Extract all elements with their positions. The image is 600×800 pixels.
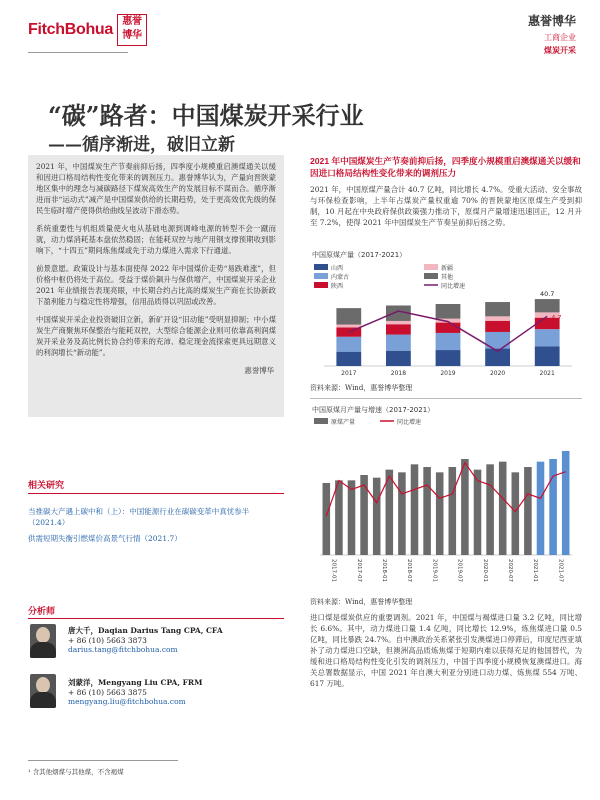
chart1-legend-label: 新疆 xyxy=(441,265,454,272)
chart2-bar xyxy=(549,459,557,555)
chart1-bar-其他 xyxy=(336,308,361,324)
analyst-name: 刘蒙洋，Mengyang Liu CPA, FRM xyxy=(68,678,203,687)
related-heading: 相关研究 xyxy=(28,480,65,490)
chart1-source: 资料来源：Wind，惠誉博华整理 xyxy=(310,384,413,392)
analyst-email[interactable]: mengyang.liu@fitchbohua.com xyxy=(68,697,186,706)
analyst-2 xyxy=(68,677,288,706)
chart2-bar xyxy=(461,459,469,555)
chart2-bar xyxy=(423,467,431,555)
analyst-phone: + 86 (10) 5663 3873 xyxy=(68,636,147,645)
chart2-bar xyxy=(436,472,444,555)
summary-paragraph-3: 前景意愿。政策设计与基本面使得 2022 年中国煤价走势“易跌难涨”，但价格中枢仍将处于高位。受益于煤价飙升与保供增产，中国煤炭开采企业 2021 年业绩报告表现亮眼，中长期合约占比高的煤炭生产商在长协新政下盈利能力与稳定性将增强，信用品质得以巩固或改善。 xyxy=(36,264,276,306)
chart1-x-tick: 2019 xyxy=(440,370,456,377)
brand-name: 惠誉博华 xyxy=(527,14,576,28)
summary-paragraph-1: 2021 年，中国煤炭生产节奏前抑后扬，四季度小规模重启澳煤通关以缓和因进口格局结构性变化带来的调剂压力。惠誉博华认为，产量向晋陕蒙地区集中的理念与减碳路径下煤炭高效生产的发展目标不谋而合。循序渐进而非“运动式”减产是中国煤炭供给的长期趋势，处于更高效优先级的保民生临时增产使得供给曲线呈波动下滑态势。 xyxy=(36,162,276,215)
chart2-bar xyxy=(348,480,356,555)
summary-box xyxy=(28,155,284,417)
chart1-bar-新疆 xyxy=(386,321,411,324)
analyst-email[interactable]: darius.tang@fitchbohua.com xyxy=(68,645,178,654)
chart1-bar-其他 xyxy=(485,302,510,316)
chart1-bar-新疆 xyxy=(485,316,510,320)
chart2-bar xyxy=(449,467,457,555)
chart2-x-tick: 2018-07 xyxy=(406,559,413,582)
chart1-bar-陕西 xyxy=(436,323,461,333)
chart1-legend-label: 山西 xyxy=(331,265,344,272)
chart1-data-label: 4.7 xyxy=(551,313,562,322)
chart1-bar-陕西 xyxy=(485,321,510,332)
summary-paragraph-4: 中国煤炭开采企业投资破旧立新，新矿开设“旧动能”受明显抑制；中小煤炭生产商聚焦环保整治与能耗双控，大型综合能源企业则可依靠高利润煤炭开采业务及高比例长协合约带来的充沛、稳定现金流探索更具远期意义的利润增长“新动能”。 xyxy=(36,315,276,357)
chart2-x-tick: 2019-07 xyxy=(456,559,463,582)
chart2-source: 资料来源：Wind，惠誉博华整理 xyxy=(310,598,413,606)
chart2-title: 中国原煤月产量与增速（2017-2021） xyxy=(312,406,435,414)
chart1-title: 中国原煤产量（2017-2021） xyxy=(312,251,407,259)
logo-text: FitchBohua xyxy=(28,21,113,39)
chart1-legend-label: 陕西 xyxy=(331,283,344,290)
analysts-heading: 分析师 xyxy=(28,606,56,616)
summary-signature: 惠誉博华 xyxy=(244,366,274,375)
chart2-bar xyxy=(411,464,419,555)
related-link-2[interactable]: 供需短期失衡引燃煤价高景气行情（2021.7） xyxy=(28,534,182,543)
chart2-bar xyxy=(524,467,532,555)
footnote: ¹ 含其他烟煤与其他煤，不含褐煤 xyxy=(28,768,124,776)
chart1-x-tick: 2017 xyxy=(341,370,357,377)
analyst-phone: + 86 (10) 5663 3875 xyxy=(68,688,147,697)
chart1-legend-swatch xyxy=(424,273,438,279)
chart1-legend-swatch xyxy=(314,264,328,270)
chart1-x-tick: 2021 xyxy=(539,370,555,377)
avatar xyxy=(30,624,56,658)
related-divider xyxy=(28,493,284,494)
chart2-bar xyxy=(512,472,520,555)
analysts-divider xyxy=(28,618,284,619)
category-label: 工商企业 xyxy=(544,33,576,42)
chart1-bar-其他 xyxy=(535,299,560,312)
chart2-bar xyxy=(323,483,331,555)
chart2-bar xyxy=(486,464,494,555)
chart2-legend-label: 同比增速 xyxy=(397,419,422,426)
chart1-legend-label: 内蒙古 xyxy=(331,274,350,281)
body-paragraph-2: 进口煤是煤炭供应的重要调剂。2021 年，中国煤与褐煤进口量 3.2 亿吨，同比增长 6.6%。其中，动力煤进口量 1.4 亿吨，同比增长 12.9%，炼焦煤进口量 0.5 亿吨，同比暴跌 24.7%。自中澳政治关系紧张引发澳煤进口停滞后，印度尼西亚填补了动力煤进口空缺，但澳洲高品质炼焦煤于短期内难以获得充足的他国替代，为缓和进口格局结构性变化引发的调剂压力，中国于四季度小规模恢复澳煤进口。海关总署数据显示，中国 2021 年自澳大利亚分别进口动力煤、炼焦煤 554 万吨、617 万吨。 xyxy=(310,613,582,688)
chart-annual-output xyxy=(310,248,582,378)
chart1-svg xyxy=(310,248,582,378)
chart1-bar-山西 xyxy=(535,346,560,366)
avatar xyxy=(30,674,56,708)
chart2-bar xyxy=(562,451,570,555)
section-heading: 2021 年中国煤炭生产节奏前抑后扬，四季度小规模重启澳煤通关以缓和因进口格局结构性变化带来的调剂压力 xyxy=(310,156,581,178)
chart2-x-tick: 2020-07 xyxy=(507,559,513,582)
chart1-bar-山西 xyxy=(436,350,461,366)
chart2-x-tick: 2017-07 xyxy=(355,559,362,582)
chart2-x-tick: 2018-01 xyxy=(381,559,387,582)
chart2-legend-swatch xyxy=(314,418,328,424)
summary-paragraph-2: 系统重要性与机组质量使火电从基础电源到调峰电源的转型不会一蹴而就，动力煤消耗基本盘依然稳固；在能耗双控与地产用钢支撑预期收到影响下，“十四五”期间炼焦煤或先于动力煤进入需求下行通道。 xyxy=(36,224,276,255)
chart1-legend-swatch xyxy=(424,264,438,270)
body-paragraph-1: 2021 年，中国原煤产量合计 40.7 亿吨，同比增长 4.7%。受重大活动、安全事故与环保检查影响，上半年占煤炭产量权重逾 70% 的晋陕蒙地区原煤生产受到抑制，10 月起在中央政府保供政策强力推动下，原煤月产量增速迅速回正，12 月升至 7.2%，使得 2021 年中国煤炭生产节奏呈前抑后扬之势。 xyxy=(310,185,582,227)
chart1-bar-内蒙古 xyxy=(436,333,461,350)
chart2-bar xyxy=(335,480,343,555)
chart1-legend-label: 其他 xyxy=(441,274,454,281)
chart1-bar-新疆 xyxy=(336,325,361,328)
fitchbohua-logo xyxy=(28,14,147,46)
chart1-bar-山西 xyxy=(386,351,411,366)
chart1-legend-label: 同比增速 xyxy=(441,283,466,290)
chart1-bar-山西 xyxy=(336,352,361,366)
chart1-legend-swatch xyxy=(314,273,328,279)
chart2-x-tick: 2019-01 xyxy=(431,559,438,582)
chart1-x-tick: 2020 xyxy=(489,370,506,377)
chart2-bar xyxy=(360,475,368,555)
chart2-bar xyxy=(373,478,381,555)
chart1-bar-内蒙古 xyxy=(386,335,411,351)
chart1-bar-其他 xyxy=(436,304,461,319)
chart1-bar-内蒙古 xyxy=(336,337,361,352)
chart1-bar-内蒙古 xyxy=(535,329,560,346)
chart-monthly-output xyxy=(310,403,582,593)
chart1-legend-swatch xyxy=(314,282,328,288)
chart2-legend-label: 原煤产量 xyxy=(331,419,356,426)
chart2-x-tick: 2020-01 xyxy=(481,559,488,582)
chart2-bar xyxy=(537,462,545,555)
analyst-1 xyxy=(68,625,288,654)
chart2-bar xyxy=(398,472,406,555)
chart2-bar xyxy=(499,462,507,555)
brand-block xyxy=(528,12,576,56)
report-subtitle: ——循序渐进，破旧立新 xyxy=(48,135,235,155)
chart2-svg xyxy=(310,403,582,593)
chart1-x-tick: 2018 xyxy=(390,370,407,377)
chart1-bar-陕西 xyxy=(386,324,411,334)
analyst-name: 唐大千，Daqian Darius Tang CPA, CFA xyxy=(68,626,223,635)
subcategory-label: 煤炭开采 xyxy=(544,46,576,55)
chart2-bar xyxy=(474,470,482,555)
footnote-divider xyxy=(28,760,178,761)
chart2-x-tick: 2017-01 xyxy=(330,559,337,582)
report-title: “碳”路者：中国煤炭开采行业 xyxy=(48,101,364,130)
chart2-x-tick: 2021-07 xyxy=(557,559,564,582)
header-divider xyxy=(28,52,128,53)
logo-seal: 惠誉博华 xyxy=(117,14,147,46)
chart2-x-tick: 2021-01 xyxy=(532,559,539,582)
chart-divider xyxy=(310,398,582,399)
related-link-1[interactable]: 当推碳大产遇上碳中和（上）：中国能源行业在碳碳变革中真忧参半（2021.4） xyxy=(28,507,250,527)
chart1-data-label: 40.7 xyxy=(539,290,555,299)
